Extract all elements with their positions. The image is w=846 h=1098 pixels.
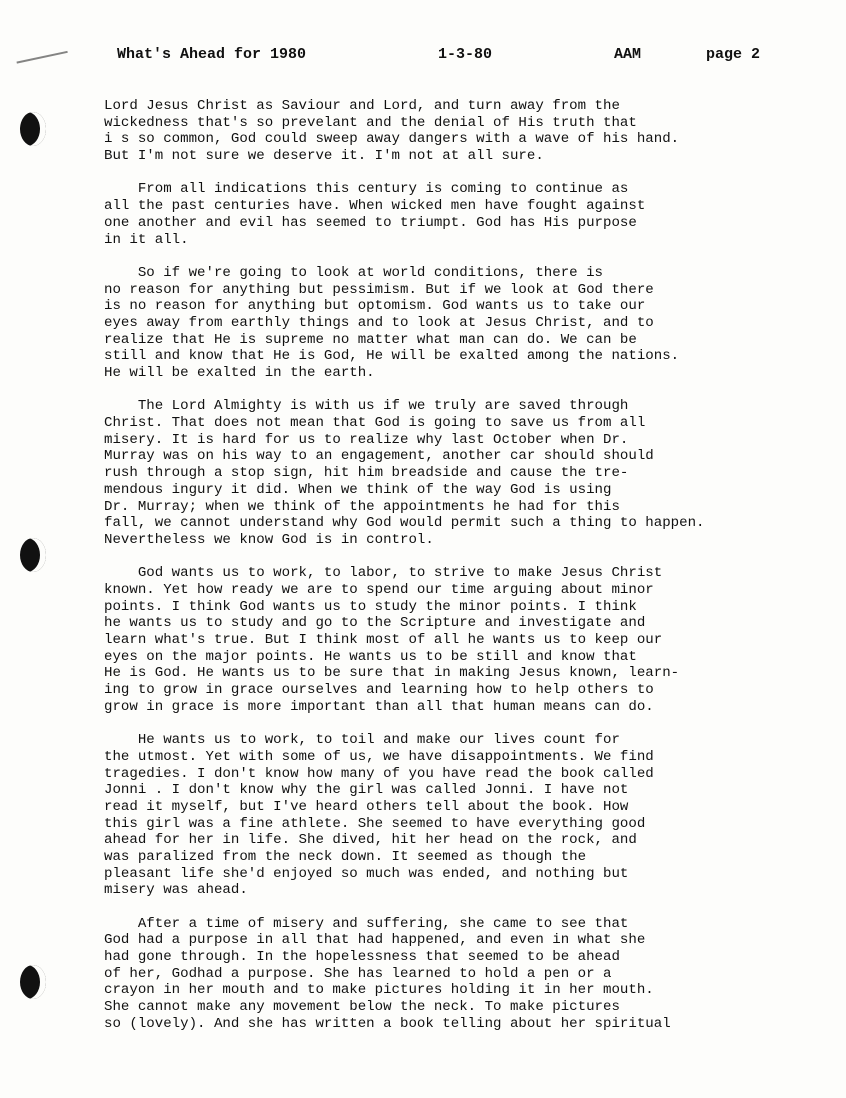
text-line: ing to grow in grace ourselves and learning how to help others to: [104, 682, 654, 699]
text-line: He wants us to work, to toil and make our lives count for: [104, 732, 620, 749]
text-line: rush through a stop sign, hit him breadside and cause the tre-: [104, 465, 629, 482]
paragraph: [104, 732, 834, 899]
text-line: So if we're going to look at world conditions, there is: [104, 264, 603, 281]
text-line: From all indications this century is coming to continue as: [104, 181, 629, 198]
text-line: still and know that He is God, He will be exalted among the nations.: [104, 348, 680, 365]
text-line: so (lovely). And she has written a book telling about her spiritual: [104, 1015, 671, 1032]
text-line: one another and evil has seemed to triumpt. God has His purpose: [104, 214, 637, 231]
text-line: is no reason for anything but optomism. God wants us to take our: [104, 298, 646, 315]
text-line: He will be exalted in the earth.: [104, 365, 375, 381]
text-line: Christ. That does not mean that God is going to save us from all: [104, 415, 646, 432]
text-line: Nevertheless we know God is in control.: [104, 531, 434, 548]
text-line: in it all.: [104, 231, 189, 248]
text-line: ahead for her in life. She dived, hit her head on the rock, and: [104, 832, 637, 849]
document-date: 1-3-80: [438, 46, 493, 63]
paragraph: [104, 565, 834, 715]
text-line: misery was ahead.: [104, 882, 248, 899]
page-header: [0, 46, 846, 66]
text-line: this girl was a fine athlete. She seemed to have everything good: [104, 815, 646, 832]
punch-hole-bottom: [20, 965, 46, 999]
text-line: But I'm not sure we deserve it. I'm not at all sure.: [104, 148, 544, 165]
text-line: learn what's true. But I think most of all he wants us to keep our: [104, 632, 663, 648]
paragraph: [104, 916, 834, 1033]
paragraph: [104, 98, 834, 165]
text-line: eyes away from earthly things and to look at Jesus Christ, and to: [104, 314, 654, 331]
text-line: the utmost. Yet with some of us, we have disappointments. We find: [104, 748, 654, 765]
text-line: grow in grace is more important than all that human means can do.: [104, 698, 654, 715]
text-line: pleasant life she'd enjoyed so much was ended, and nothing but: [104, 865, 629, 882]
text-line: fall, we cannot understand why God would permit such a thing to happen.: [104, 515, 705, 532]
document-title: What's Ahead for 1980: [117, 46, 307, 63]
page-number: page 2: [706, 46, 761, 63]
text-line: all the past centuries have. When wicked men have fought against: [104, 198, 646, 215]
text-line: Jonni . I don't know why the girl was called Jonni. I have not: [104, 782, 629, 799]
text-line: tragedies. I don't know how many of you have read the book called: [104, 765, 654, 782]
punch-hole-middle: [20, 538, 46, 572]
text-line: of her, Godhad a purpose. She has learned to hold a pen or a: [104, 965, 612, 982]
text-line: wickedness that's so prevelant and the denial of His truth that: [104, 114, 637, 131]
text-line: he wants us to study and go to the Scripture and investigate and: [104, 615, 646, 632]
document-body: [104, 98, 834, 1049]
punch-hole-top: [20, 112, 46, 146]
text-line: Lord Jesus Christ as Saviour and Lord, and turn away from the: [104, 98, 620, 114]
text-line: i s so common, God could sweep away dangers with a wave of his hand.: [104, 131, 680, 148]
text-line: mendous ingury it did. When we think of the way God is using: [104, 481, 612, 498]
text-line: read it myself, but I've heard others tell about the book. How: [104, 798, 629, 815]
text-line: He is God. He wants us to be sure that in making Jesus known, learn-: [104, 665, 680, 682]
text-line: After a time of misery and suffering, she came to see that: [104, 915, 629, 932]
text-line: Dr. Murray; when we think of the appointments he had for this: [104, 498, 620, 515]
text-line: points. I think God wants us to study the minor points. I think: [104, 598, 637, 615]
text-line: God wants us to work, to labor, to strive to make Jesus Christ: [104, 565, 663, 582]
text-line: The Lord Almighty is with us if we truly are saved through: [104, 398, 629, 415]
text-line: known. Yet how ready we are to spend our time arguing about minor: [104, 581, 654, 598]
paragraph: [104, 265, 834, 382]
text-line: Murray was on his way to an engagement, another car should should: [104, 448, 654, 465]
paragraph: [104, 398, 834, 548]
text-line: eyes on the major points. He wants us to be still and know that: [104, 648, 637, 665]
text-line: was paralized from the neck down. It seemed as though the: [104, 848, 587, 865]
text-line: misery. It is hard for us to realize why last October when Dr.: [104, 431, 629, 448]
author-initials: AAM: [614, 46, 642, 63]
text-line: had gone through. In the hopelessness that seemed to be ahead: [104, 949, 620, 966]
text-line: crayon in her mouth and to make pictures holding it in her mouth.: [104, 982, 654, 999]
text-line: She cannot make any movement below the neck. To make pictures: [104, 999, 620, 1016]
text-line: God had a purpose in all that had happened, and even in what she: [104, 932, 646, 949]
text-line: realize that He is supreme no matter what man can do. We can be: [104, 331, 637, 348]
paragraph: [104, 181, 834, 248]
text-line: no reason for anything but pessimism. But if we look at God there: [104, 281, 654, 298]
